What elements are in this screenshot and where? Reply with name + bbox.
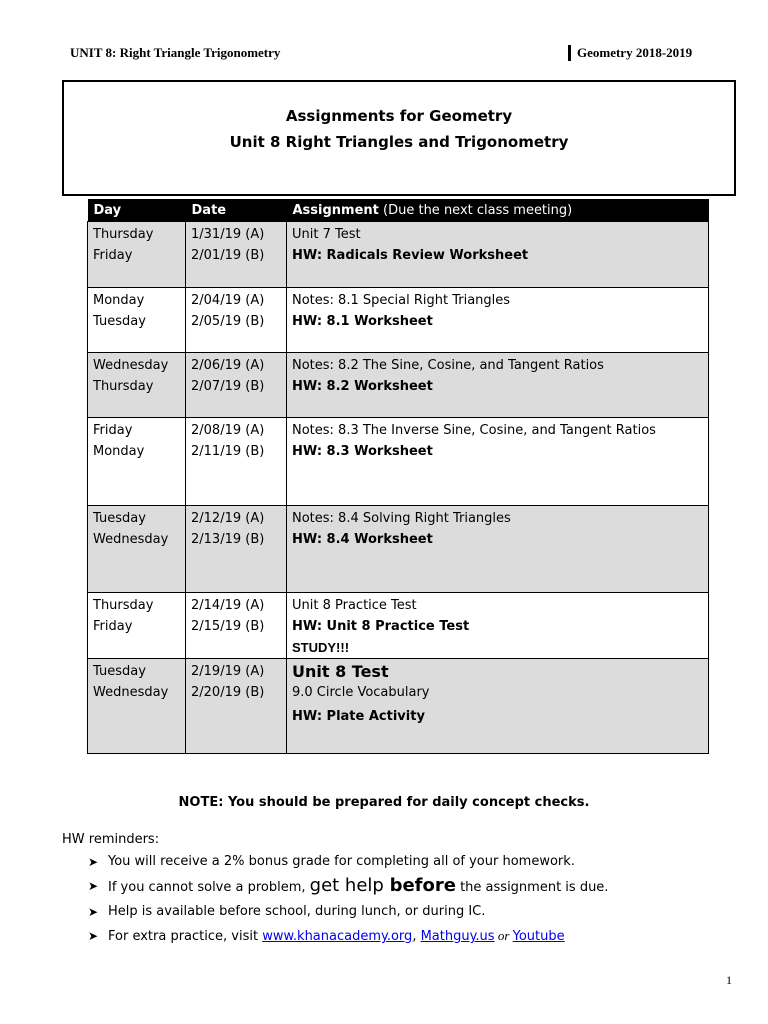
assignment-cell: Unit 8 Test 9.0 Circle Vocabulary HW: Plate Activity: [287, 659, 709, 754]
date-cell: 1/31/19 (A) 2/01/19 (B): [186, 222, 287, 288]
assignment-cell: Unit 7 Test HW: Radicals Review Worksheet: [287, 222, 709, 288]
study-reminder: STUDY!!!: [292, 640, 350, 655]
assignment-cell: Notes: 8.3 The Inverse Sine, Cosine, and Tangent Ratios HW: 8.3 Worksheet: [287, 418, 709, 506]
header-unit-title: UNIT 8: Right Triangle Trigonometry: [70, 45, 281, 60]
mathguy-link[interactable]: Mathguy.us: [420, 929, 495, 944]
date-cell: 2/06/19 (A) 2/07/19 (B): [186, 353, 287, 418]
list-item: ➤ For extra practice, visit www.khanacademy.org, Mathguy.us or Youtube: [88, 924, 608, 949]
column-header-assignment: Assignment (Due the next class meeting): [287, 199, 709, 222]
date-cell: 2/08/19 (A) 2/11/19 (B): [186, 418, 287, 506]
table-row: [88, 353, 709, 418]
table-row: [88, 593, 709, 659]
assignment-due-note: (Due the next class meeting): [378, 202, 573, 218]
reminders-heading: HW reminders:: [62, 832, 160, 847]
day-cell: Wednesday Thursday: [88, 353, 186, 418]
list-item: ➤ If you cannot solve a problem, get help before the assignment is due.: [88, 875, 609, 896]
table-row: [88, 659, 709, 754]
table-header-row: [88, 199, 709, 222]
unit-test-label: Unit 8 Test: [292, 662, 389, 681]
assignment-cell: Unit 8 Practice Test HW: Unit 8 Practice Test STUDY!!!: [287, 593, 709, 659]
day-cell: Friday Monday: [88, 418, 186, 506]
day-cell: Tuesday Wednesday: [88, 659, 186, 754]
header-course-year: Geometry 2018-2019: [568, 45, 692, 61]
column-header-day: Day: [88, 199, 186, 222]
date-cell: 2/19/19 (A) 2/20/19 (B): [186, 659, 287, 754]
arrow-bullet-icon: ➤: [88, 855, 99, 869]
day-cell: Thursday Friday: [88, 222, 186, 288]
page-number: 1: [726, 973, 732, 987]
arrow-bullet-icon: ➤: [88, 879, 99, 893]
list-item: ➤ Help is available before school, during lunch, or during IC.: [88, 900, 608, 924]
get-help-emphasis: get help: [309, 875, 390, 896]
assignment-cell: Notes: 8.1 Special Right Triangles HW: 8.1 Worksheet: [287, 288, 709, 353]
title-box: [62, 80, 736, 196]
table-row: [88, 288, 709, 353]
khanacademy-link[interactable]: www.khanacademy.org: [262, 929, 413, 944]
reminders-list: [88, 850, 608, 949]
youtube-link[interactable]: Youtube: [512, 929, 565, 944]
date-cell: 2/14/19 (A) 2/15/19 (B): [186, 593, 287, 659]
assignment-cell: Notes: 8.4 Solving Right Triangles HW: 8.4 Worksheet: [287, 506, 709, 593]
title-line-1: Assignments for Geometry: [285, 107, 513, 125]
column-header-date: Date: [186, 199, 287, 222]
daily-check-note: NOTE: You should be prepared for daily concept checks.: [178, 795, 590, 810]
assignment-table: [87, 199, 709, 754]
before-emphasis: before: [389, 875, 456, 896]
date-cell: 2/12/19 (A) 2/13/19 (B): [186, 506, 287, 593]
day-cell: Thursday Friday: [88, 593, 186, 659]
day-cell: Monday Tuesday: [88, 288, 186, 353]
table-row: [88, 418, 709, 506]
table-row: [88, 222, 709, 288]
title-line-2: Unit 8 Right Triangles and Trigonometry: [229, 133, 569, 151]
arrow-bullet-icon: ➤: [88, 905, 99, 919]
arrow-bullet-icon: ➤: [88, 929, 99, 943]
date-cell: 2/04/19 (A) 2/05/19 (B): [186, 288, 287, 353]
table-row: [88, 506, 709, 593]
list-item: ➤ You will receive a 2% bonus grade for completing all of your homework.: [88, 850, 608, 874]
day-cell: Tuesday Wednesday: [88, 506, 186, 593]
assignment-cell: Notes: 8.2 The Sine, Cosine, and Tangent Ratios HW: 8.2 Worksheet: [287, 353, 709, 418]
